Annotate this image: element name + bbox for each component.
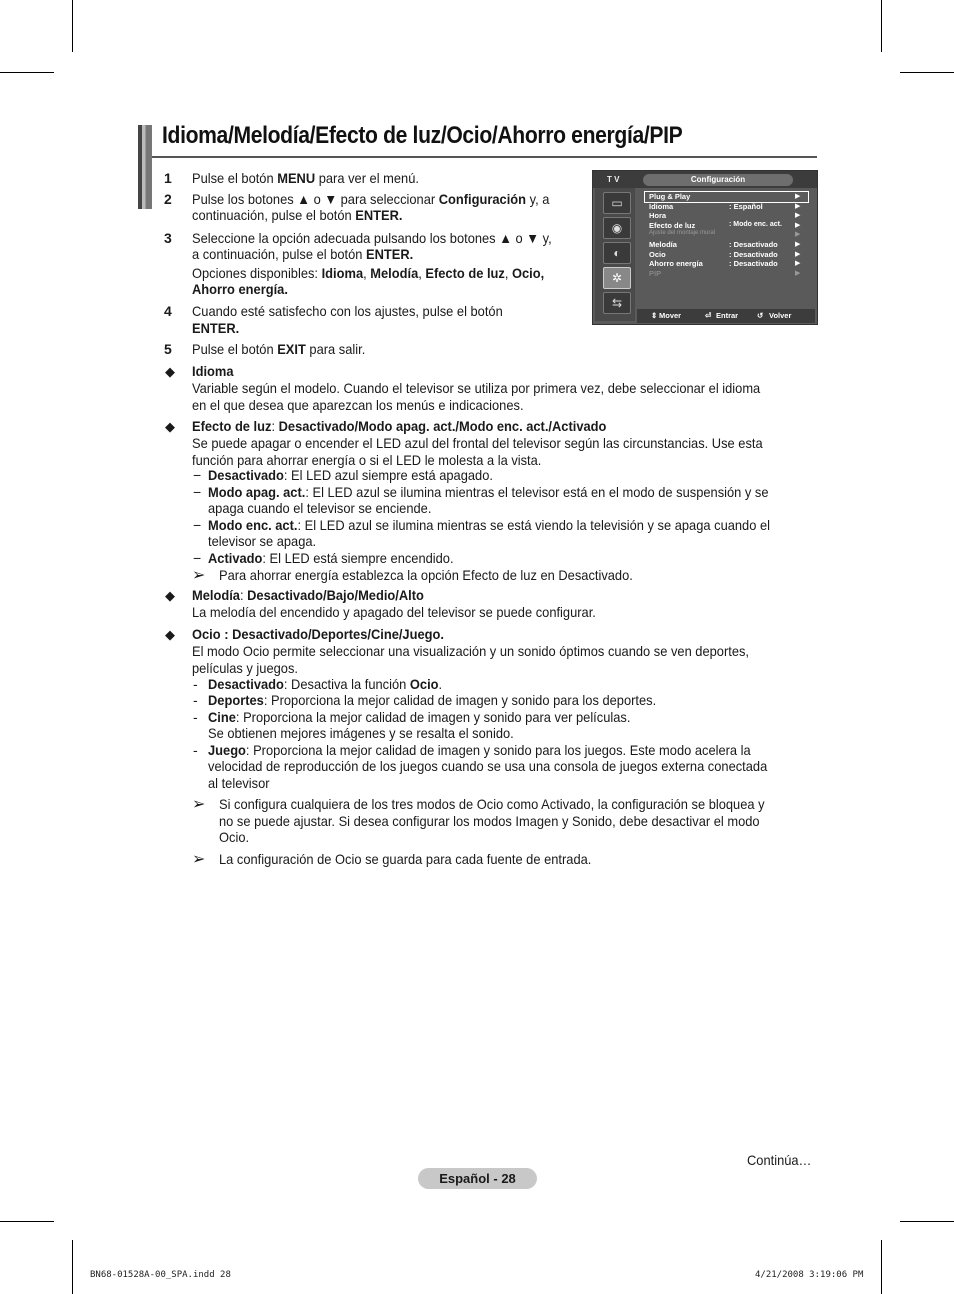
step-text: Pulse los botones ▲ o ▼ para seleccionar Configuración y, a <box>192 191 550 207</box>
step-text: Pulse el botón EXIT para salir. <box>192 341 366 357</box>
diamond-bullet-icon: ◆ <box>165 419 175 434</box>
ocio-option: Deportes: Proporciona la mejor calidad de imagen y sonido para los deportes. <box>208 692 657 708</box>
ocio-note: Si configura cualquiera de los tres modos de Ocio como Activado, la configuración se bloquea y <box>219 796 765 812</box>
play-arrow-icon: ▶ <box>795 241 801 248</box>
tv-menu-item: Efecto de luz <box>649 220 696 230</box>
dash-bullet: − <box>193 550 202 566</box>
tv-menu-item: Idioma <box>649 201 674 211</box>
continued-label: Continúa… <box>747 1152 812 1168</box>
dash-bullet: − <box>193 517 202 533</box>
crop-mark <box>900 72 954 73</box>
step-number: 1 <box>164 170 172 186</box>
options-line: Ahorro energía. <box>192 281 288 297</box>
dash-bullet: − <box>193 484 202 500</box>
luz-option: Activado: El LED está siempre encendido. <box>208 550 454 566</box>
tv-menu-value: : Modo enc. act. <box>729 220 782 228</box>
tv-footer-enter: Entrar <box>716 311 739 320</box>
step-number: 3 <box>164 230 172 246</box>
tv-menu-screenshot <box>592 170 818 325</box>
tv-menu-item: Ocio <box>649 249 666 259</box>
step-number: 5 <box>164 341 172 357</box>
section-body: Variable según el modelo. Cuando el televisor se utiliza por primera vez, debe seleccionar el idioma <box>192 380 761 396</box>
tv-menu-value: : Desactivado <box>729 249 778 259</box>
section-body: función para ahorrar energía o si el LED le molesta a la vista. <box>192 451 542 468</box>
crop-mark <box>0 72 54 73</box>
section-heading: Efecto de luz: Desactivado/Modo apag. act./Modo enc. act./Activado <box>192 418 607 434</box>
tv-menu-item: Plug & Play <box>649 192 691 201</box>
options-line: Opciones disponibles: Idioma, Melodía, Efecto de luz, Ocio, <box>192 265 545 281</box>
section-body: en el que desea que aparezcan los menús e indicaciones. <box>192 396 524 413</box>
section-body: Se puede apagar o encender el LED azul del frontal del televisor según las circunstancias. Use esta <box>192 435 763 451</box>
tv-label: T V <box>607 175 620 184</box>
play-arrow-icon: ▶ <box>795 250 801 258</box>
luz-note: Para ahorrar energía establezca la opción Efecto de luz en Desactivado. <box>219 567 633 583</box>
play-arrow-icon: ▶ <box>795 193 801 200</box>
ocio-option: al televisor <box>208 775 270 791</box>
tv-menu-sidebar <box>595 188 635 321</box>
luz-option: Modo enc. act.: El LED azul se ilumina mientras se está viendo la televisión y se apaga cuando el <box>208 517 770 533</box>
ocio-option: velocidad de reproducción de los juegos cuando se usa una consola de juegos externa conectada <box>208 758 768 774</box>
step-text: Cuando esté satisfecho con los ajustes, pulse el botón <box>192 303 503 319</box>
input-plug-icon: ⇆ <box>603 292 631 314</box>
play-arrow-icon: ▶ <box>795 212 801 220</box>
tv-menu-item: Ajuste del montaje mural <box>649 230 716 237</box>
crop-mark <box>881 1240 882 1294</box>
step-number: 4 <box>164 303 172 319</box>
tv-menu-item: Melodía <box>649 240 677 249</box>
section-body: películas y juegos. <box>192 659 298 676</box>
picture-icon: ▭ <box>603 192 631 214</box>
tv-footer-back: Volver <box>769 311 792 320</box>
ocio-option: Juego: Proporciona la mejor calidad de imagen y sonido para los juegos. Este modo acelera la <box>208 742 751 758</box>
dash-bullet: - <box>193 692 198 708</box>
luz-option: apaga cuando el televisor se enciende. <box>208 500 432 516</box>
footer-filename: BN68-01528A-00_SPA.indd 28 <box>90 1270 231 1280</box>
section-heading: Ocio : Desactivado/Deportes/Cine/Juego. <box>192 626 444 642</box>
play-arrow-icon: ▶ <box>795 221 801 229</box>
enter-icon: ⏎ <box>705 311 712 320</box>
luz-option: Modo apag. act.: El LED azul se ilumina mientras el televisor está en el modo de suspensión y se <box>208 484 769 500</box>
dash-bullet: - <box>193 742 198 758</box>
step-text: Pulse el botón MENU para ver el menú. <box>192 170 419 186</box>
crop-mark <box>72 1240 73 1294</box>
note-arrow-icon: ➢ <box>192 567 206 584</box>
tv-menu-value: : Desactivado <box>729 240 778 249</box>
step-text: ENTER. <box>192 320 240 336</box>
play-arrow-icon: ▶ <box>795 231 801 239</box>
page-number-badge: Español - 28 <box>418 1168 537 1189</box>
note-arrow-icon: ➢ <box>192 851 206 868</box>
luz-option: televisor se apaga. <box>208 533 317 549</box>
tv-menu-item: PIP <box>649 268 662 278</box>
ocio-note: La configuración de Ocio se guarda para cada fuente de entrada. <box>219 851 592 867</box>
tv-menu-item: Ahorro energía <box>649 259 703 269</box>
page-title: Idioma/Melodía/Efecto de luz/Ocio/Ahorro energía/PIP <box>162 122 683 149</box>
play-arrow-icon: ▶ <box>795 202 801 210</box>
play-arrow-icon: ▶ <box>795 260 801 268</box>
ocio-option: Cine: Proporciona la mejor calidad de imagen y sonido para ver películas. <box>208 709 631 725</box>
tv-menu-value: : Desactivado <box>729 259 778 269</box>
luz-option: Desactivado: El LED azul siempre está apagado. <box>208 467 493 483</box>
ocio-option: Se obtienen mejores imágenes y se resalta el sonido. <box>208 725 514 741</box>
diamond-bullet-icon: ◆ <box>165 627 175 642</box>
return-icon: ↺ <box>757 311 764 320</box>
ocio-option: Desactivado: Desactiva la función Ocio. <box>208 676 443 692</box>
crop-mark <box>72 0 73 52</box>
section-body: El modo Ocio permite seleccionar una visualización y un sonido óptimos cuando se ven deportes, <box>192 643 750 659</box>
tv-footer-move: Mover <box>659 311 682 320</box>
dash-bullet: - <box>193 709 198 725</box>
note-arrow-icon: ➢ <box>192 796 206 813</box>
ocio-note: Ocio. <box>219 829 250 845</box>
setup-gear-icon: ✲ <box>603 267 631 289</box>
updown-icon: ⇕ <box>651 311 658 320</box>
step-text: a continuación, pulse el botón ENTER. <box>192 246 414 262</box>
crop-mark <box>881 0 882 52</box>
tv-menu-item: Hora <box>649 211 667 221</box>
dash-bullet: - <box>193 676 198 692</box>
crop-mark <box>0 1221 54 1222</box>
ocio-note: no se puede ajustar. Si desea configurar los modos Imagen y Sonido, debe desactivar el modo <box>219 813 760 829</box>
tv-menu-value: : Español <box>729 201 763 211</box>
step-text: Seleccione la opción adecuada pulsando los botones ▲ o ▼ y, <box>192 230 552 246</box>
step-number: 2 <box>164 191 172 207</box>
dash-bullet: − <box>193 467 202 483</box>
crop-mark <box>900 1221 954 1222</box>
section-heading: Idioma <box>192 363 234 379</box>
diamond-bullet-icon: ◆ <box>165 364 175 379</box>
section-body: La melodía del encendido y apagado del televisor se puede configurar. <box>192 604 596 620</box>
section-heading: Melodía: Desactivado/Bajo/Medio/Alto <box>192 587 424 603</box>
channel-icon: ◐ <box>603 242 631 264</box>
step-text: continuación, pulse el botón ENTER. <box>192 207 403 223</box>
play-arrow-icon: ▶ <box>795 269 801 277</box>
sound-icon: ◉ <box>603 217 631 239</box>
diamond-bullet-icon: ◆ <box>165 588 175 603</box>
tv-menu-header: Configuración <box>643 174 793 186</box>
tv-menu-footer <box>637 309 815 323</box>
title-rule <box>152 156 817 158</box>
footer-date: 4/21/2008 3:19:06 PM <box>755 1270 864 1280</box>
title-accent-bar <box>138 125 152 209</box>
